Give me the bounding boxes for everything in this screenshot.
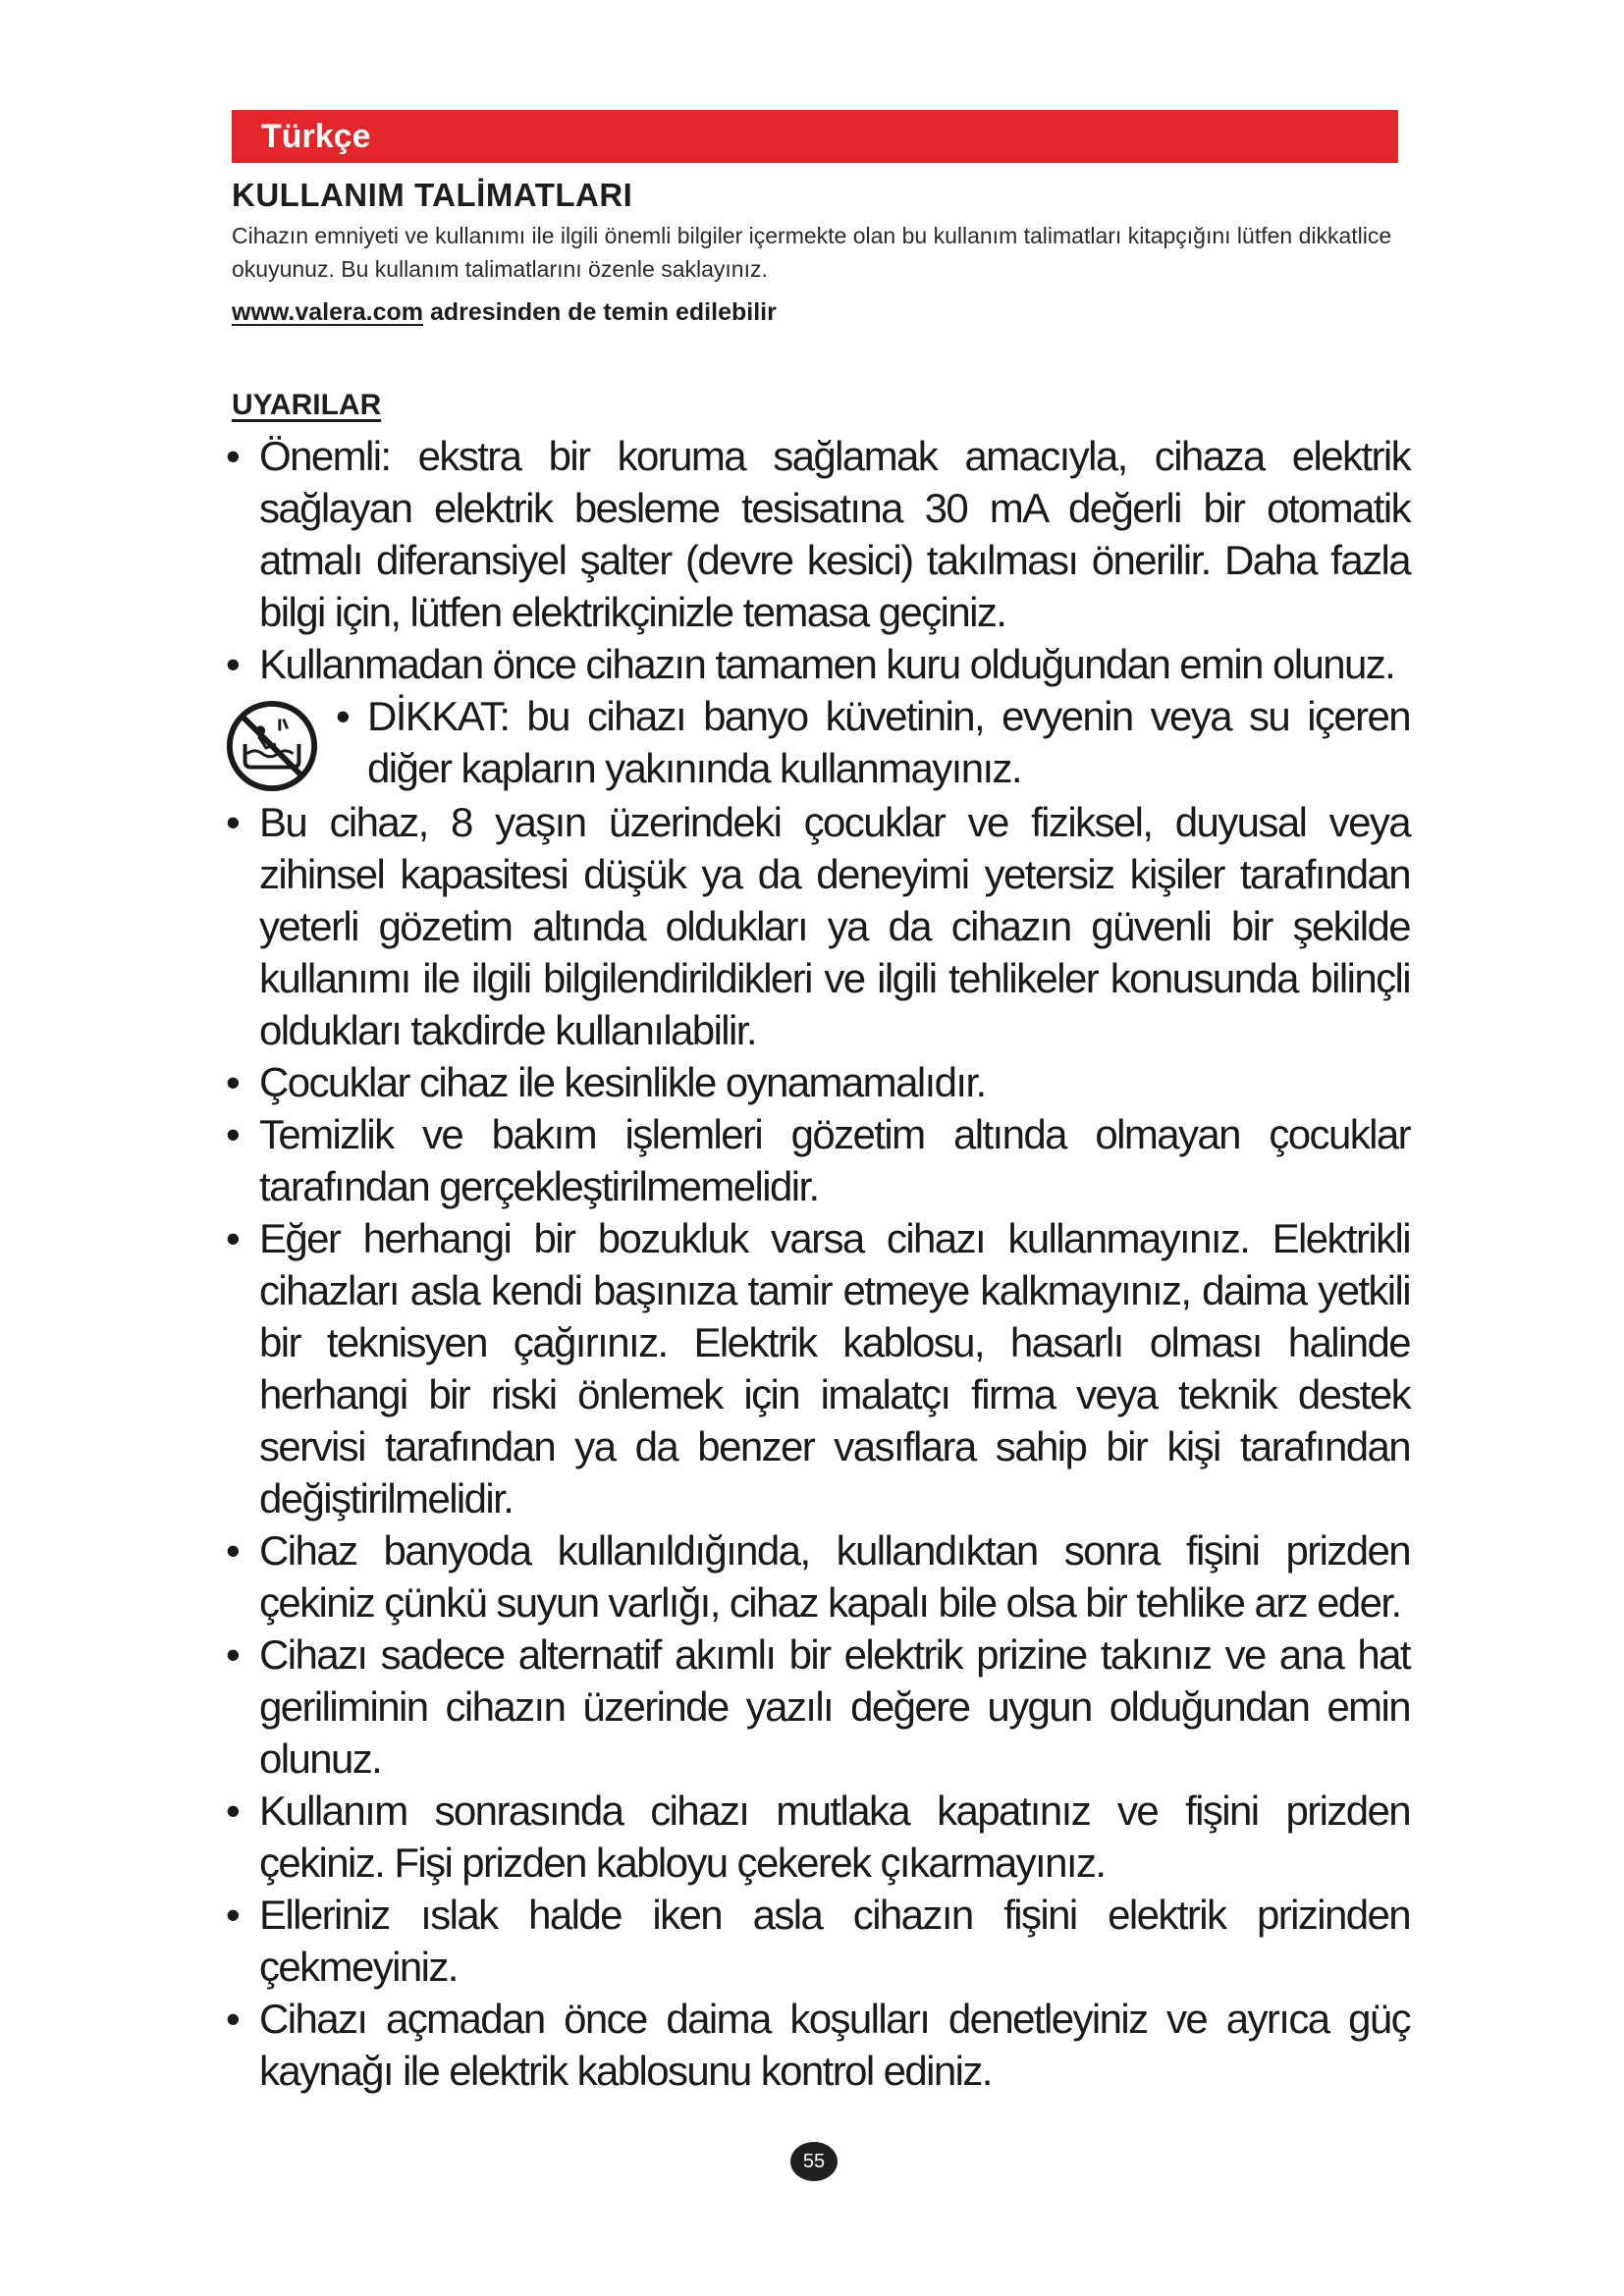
warnings-heading: UYARILAR: [232, 389, 382, 421]
bullet: •: [336, 693, 350, 739]
warning-item: • Cihaz banyoda kullanıldığında, kullandıktan sonra fişini prizden çekiniz çünkü suyun varlığı, cihaz kapalı bile olsa bir tehlike arz eder.: [222, 1524, 1410, 1629]
warning-item: • Kullanım sonrasında cihazı mutlaka kapatınız ve fişini prizden çekiniz. Fişi prizden kabloyu çekerek çıkarmayınız.: [222, 1785, 1410, 1889]
bullet: •: [226, 1527, 240, 1574]
warnings-list: [222, 430, 1410, 2097]
language-banner: Türkçe: [232, 110, 1398, 163]
warning-item: • Bu cihaz, 8 yaşın üzerindeki çocuklar ve fiziksel, duyusal veya zihinsel kapasitesi düşük ya da deneyimi yetersiz kişiler tarafından yeterli gözetim altında oldukları ya da cihazın güvenli bir şekilde kullanımı ile ilgili bilgilendirildikleri ve ilgili tehlikeler konusunda bilinçli oldukları takdirde kullanılabilir.: [222, 796, 1410, 1056]
no-water-bath-icon: [224, 698, 320, 794]
bullet: •: [226, 1059, 240, 1105]
bullet: •: [226, 641, 240, 687]
bullet: •: [226, 799, 240, 845]
availability-line: [232, 298, 777, 327]
warning-item: • Çocuklar cihaz ile kesinlikle oynamamalıdır.: [222, 1056, 1410, 1108]
bullet: •: [226, 1788, 240, 1834]
warning-item: • Kullanmadan önce cihazın tamamen kuru olduğundan emin olunuz.: [222, 638, 1410, 690]
bullet: •: [226, 1996, 240, 2042]
intro-text: Cihazın emniyeti ve kullanımı ile ilgili önemli bilgiler içermekte olan bu kullanım talimatları kitapçığını lütfen dikkatlice okuyunuz. Bu kullanım talimatlarını özenle saklayınız.: [232, 223, 1392, 282]
page-title: KULLANIM TALİMATLARI: [232, 177, 633, 213]
website-link[interactable]: www.valera.com: [232, 298, 423, 326]
availability-suffix: adresinden de temin edilebilir: [423, 298, 777, 326]
warning-item-caution: • DİKKAT: bu cihazı banyo küvetinin, evyenin veya su içeren diğer kapların yakınında kullanmayınız.: [222, 690, 1410, 796]
warning-item: • Önemli: ekstra bir koruma sağlamak amacıyla, cihaza elektrik sağlayan elektrik besleme tesisatına 30 mA değerli bir otomatik atmalı diferansiyel şalter (devre kesici) takılması önerilir. Daha fazla bilgi için, lütfen elektrikçinizle temasa geçiniz.: [222, 430, 1410, 638]
bullet: •: [226, 1111, 240, 1157]
bullet: •: [226, 1215, 240, 1261]
warning-item: • Eğer herhangi bir bozukluk varsa cihazı kullanmayınız. Elektrikli cihazları asla kendi başınıza tamir etmeye kalkmayınız, daima yetkili bir teknisyen çağırınız. Elektrik kablosu, hasarlı olması halinde herhangi bir riski önlemek için imalatçı firma veya teknik destek servisi tarafından ya da benzer vasıflara sahip bir kişi tarafından değiştirilmelidir.: [222, 1212, 1410, 1524]
warning-item: • Elleriniz ıslak halde iken asla cihazın fişini elektrik prizinden çekmeyiniz.: [222, 1889, 1410, 1993]
bullet: •: [226, 433, 240, 479]
warning-item: • Cihazı açmadan önce daima koşulları denetleyiniz ve ayrıca güç kaynağı ile elektrik kablosunu kontrol ediniz.: [222, 1993, 1410, 2097]
warning-item: • Cihazı sadece alternatif akımlı bir elektrik prizine takınız ve ana hat geriliminin cihazın üzerinde yazılı değere uygun olduğundan emin olunuz.: [222, 1629, 1410, 1785]
page-number: 55: [790, 2142, 838, 2181]
bullet: •: [226, 1631, 240, 1678]
bullet: •: [226, 1892, 240, 1938]
warning-item: • Temizlik ve bakım işlemleri gözetim altında olmayan çocuklar tarafından gerçekleştirilmemelidir.: [222, 1108, 1410, 1212]
